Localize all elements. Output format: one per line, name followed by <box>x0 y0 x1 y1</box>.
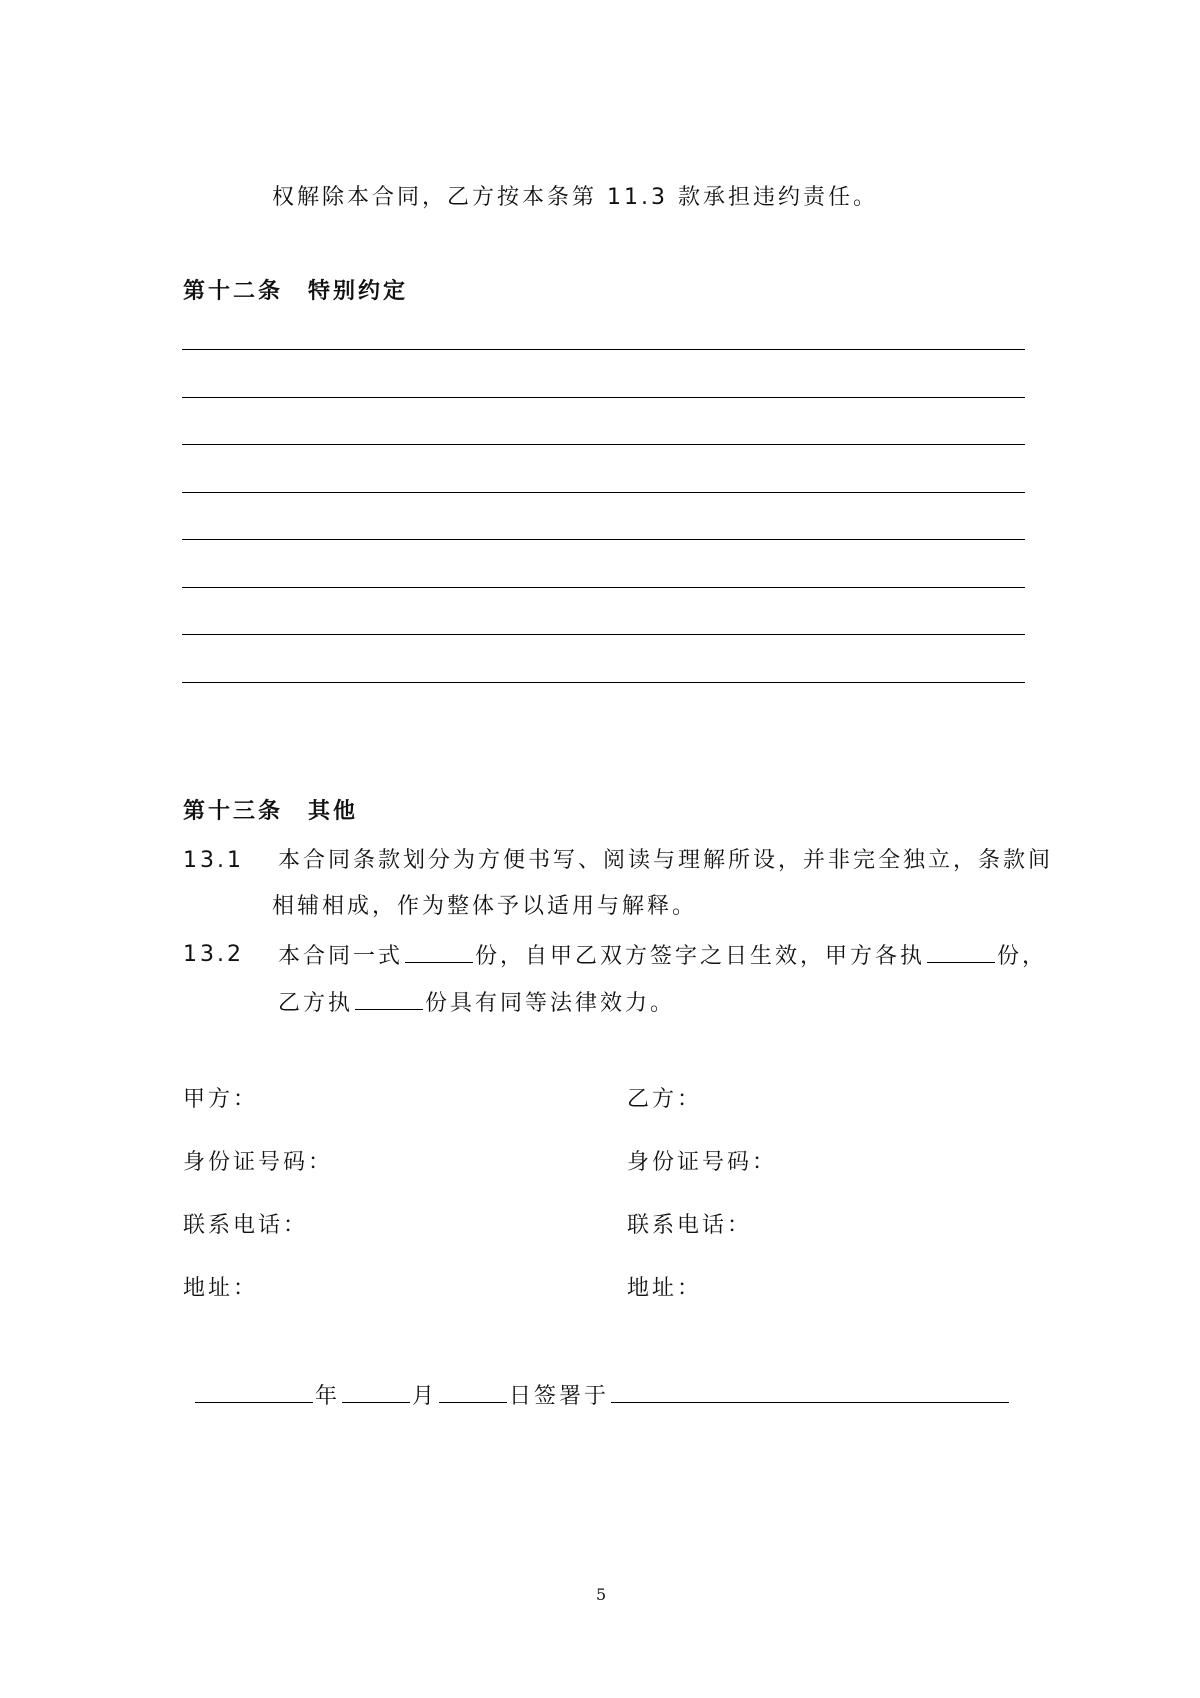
copies-total-blank[interactable] <box>405 940 473 963</box>
copies-party-b-blank[interactable] <box>355 987 423 1010</box>
clause-13-2-text-3: 份， <box>997 944 1048 969</box>
blank-line-1 <box>182 349 1025 350</box>
party-b-id-label: 身份证号码： <box>627 1150 778 1175</box>
party-a-address-label: 地址： <box>183 1276 259 1301</box>
blank-line-6 <box>182 587 1025 588</box>
year-blank[interactable] <box>195 1380 313 1403</box>
day-blank[interactable] <box>439 1380 507 1403</box>
blank-line-5 <box>182 539 1025 540</box>
page-number: 5 <box>596 1585 607 1604</box>
party-b-phone-label: 联系电话： <box>627 1213 753 1238</box>
clause-13-2-line-1 <box>278 940 1047 972</box>
clause-13-2-text-4: 乙方执 <box>278 991 354 1016</box>
continuation-text: 权解除本合同，乙方按本条第 11.3 款承担违约责任。 <box>272 185 878 210</box>
clause-13-2-text-5: 份具有同等法律效力。 <box>425 991 676 1016</box>
blank-line-2 <box>182 397 1025 398</box>
article-12-heading: 第十二条 特别约定 <box>183 279 409 304</box>
clause-13-1-line-1: 本合同条款划分为方便书写、阅读与理解所设，并非完全独立，条款间 <box>278 848 1054 873</box>
copies-party-a-blank[interactable] <box>927 940 995 963</box>
blank-line-8 <box>182 682 1025 683</box>
party-a-id-label: 身份证号码： <box>183 1150 334 1175</box>
clause-13-1-line-2: 相辅相成，作为整体予以适用与解释。 <box>272 894 698 919</box>
clause-13-2-line-2 <box>278 987 675 1019</box>
year-label: 年 <box>315 1384 341 1409</box>
month-label: 月 <box>412 1384 438 1409</box>
blank-line-7 <box>182 634 1025 635</box>
day-signed-label: 日签署于 <box>509 1384 610 1409</box>
party-b-label: 乙方： <box>627 1087 703 1112</box>
signing-place-blank[interactable] <box>611 1380 1009 1403</box>
party-b-address-label: 地址： <box>627 1276 703 1301</box>
article-13-heading: 第十三条 其他 <box>183 799 359 824</box>
blank-line-3 <box>182 444 1025 445</box>
clause-13-1-number: 13.1 <box>183 848 244 873</box>
party-a-phone-label: 联系电话： <box>183 1213 309 1238</box>
party-a-label: 甲方： <box>183 1087 259 1112</box>
clause-13-2-number: 13.2 <box>183 942 244 967</box>
blank-line-4 <box>182 492 1025 493</box>
month-blank[interactable] <box>342 1380 410 1403</box>
signing-date-line <box>193 1380 1011 1412</box>
clause-13-2-text-1: 本合同一式 <box>278 944 404 969</box>
clause-13-2-text-2: 份，自甲乙双方签字之日生效，甲方各执 <box>475 944 926 969</box>
